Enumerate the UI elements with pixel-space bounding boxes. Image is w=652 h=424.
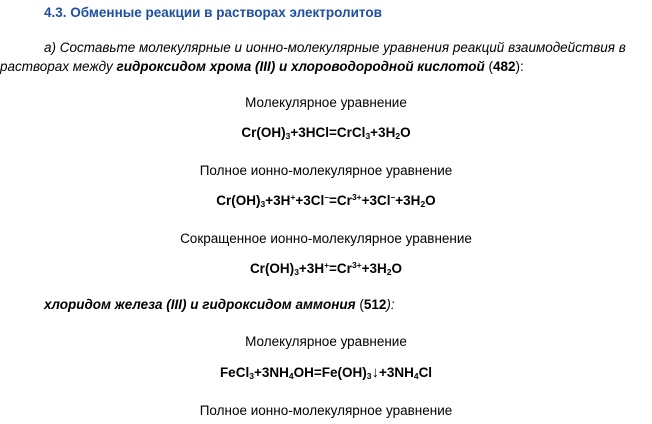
task-a-text-1: а) Составьте молекулярные и ионно-молекулярные уравнения реакций взаимодействия в xyxy=(44,40,626,55)
task-a-ref-number: 482 xyxy=(492,59,516,74)
full-ionic-equation-label-2: Полное ионно-молекулярное уравнение xyxy=(199,403,453,418)
task-a-line-1 xyxy=(44,40,626,55)
task-a-ref-close: ): xyxy=(515,59,524,74)
short-ionic-equation-label-1: Сокращенное ионно-молекулярное уравнение xyxy=(180,231,472,246)
task-a-text-2: растворах между xyxy=(0,59,117,74)
task-b-ref-close: ): xyxy=(386,297,395,312)
section-heading: 4.3. Обменные реакции в растворах электролитов xyxy=(44,5,382,20)
task-b-reagents: хлоридом железа (III) и гидроксидом аммония xyxy=(44,297,356,312)
task-b-ref-open: ( xyxy=(355,297,364,312)
task-a-ref-open: ( xyxy=(484,59,493,74)
full-ionic-equation-label-1: Полное ионно-молекулярное уравнение xyxy=(199,163,453,178)
short-ionic-equation-1: $Cr(OH)_3+3H^+=Cr^{3+}+3H_2O$ xyxy=(249,260,403,277)
task-b-line xyxy=(44,297,395,312)
task-a-reagents: гидроксидом хрома (III) и хлороводородной кислотой xyxy=(116,59,485,74)
molecular-equation-label-2: Молекулярное уравнение xyxy=(245,334,407,349)
task-b-ref-number: 512 xyxy=(363,297,387,312)
molecular-equation-2: $FeCl_3+3NH_4OH=Fe(OH)_3↓+3NH_4Cl$ xyxy=(219,364,433,381)
precipitate-arrow-icon: ↓ xyxy=(371,364,379,381)
molecular-equation-label-1: Молекулярное уравнение xyxy=(245,95,407,110)
full-ionic-equation-1: $Cr(OH)_3+3H^++3Cl^-=Cr^{3+}+3Cl^-+3H_2O$ xyxy=(216,192,436,209)
task-a-line-2 xyxy=(0,59,524,74)
molecular-equation-1: $Cr(OH)_3+3HCl=CrCl_3+3H_2O$ xyxy=(241,125,411,141)
